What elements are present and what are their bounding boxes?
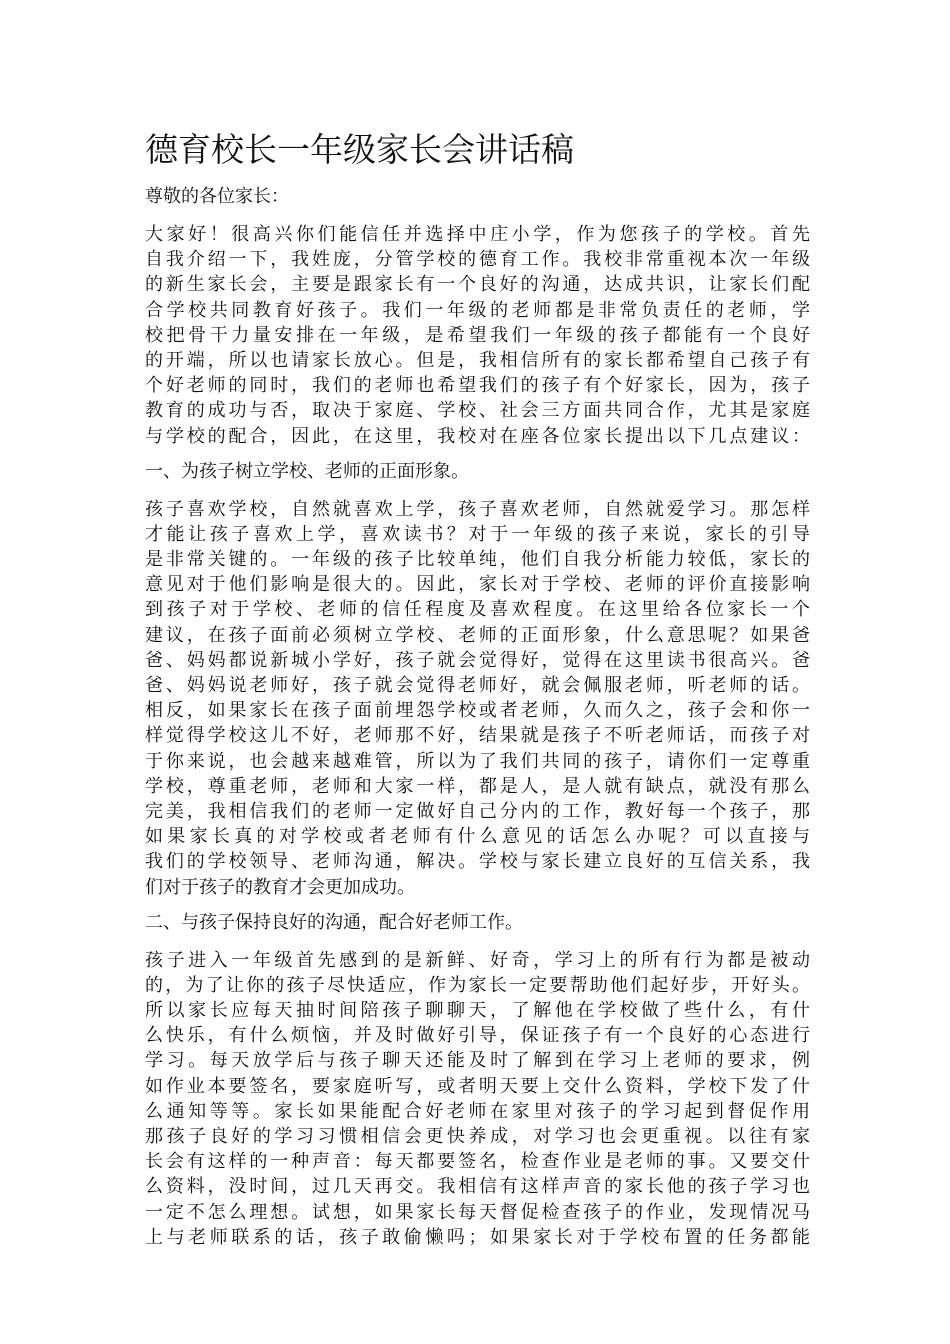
text-line: 我们的学校领导、老师沟通，解决。学校与家长建立良好的互信关系，我 [145,851,810,873]
text-line: 孩子喜欢学校，自然就喜欢上学，孩子喜欢老师，自然就爱学习。那怎样 [145,498,810,520]
text-line: 相反，如果家长在孩子面前埋怨学校或者老师，久而久之，孩子会和你一 [145,700,810,722]
document-body [145,124,810,1260]
text-line: 建议，在孩子面前必须树立学校、老师的正面形象，什么意思呢？如果爸 [145,624,810,646]
section-heading-1: 一、为孩子树立学校、老师的正面形象。 [145,460,469,482]
text-line: 那孩子良好的学习习惯相信会更快养成，对学习也会更重视。以往有家 [145,1126,810,1147]
text-line: 如果家长真的对学校或者老师有什么意见的话怎么办呢？可以直接与 [145,826,810,848]
salutation: 尊敬的各位家长： [145,186,289,207]
text-line: 爸、妈妈说老师好，孩子就会觉得老师好，就会佩服老师，听老师的话。 [145,675,810,696]
document-title: 德育校长一年级家长会讲话稿 [145,130,574,169]
text-line: 个好老师的同时，我们的老师也希望我们的孩子有个好家长，因为，孩子 [145,375,810,397]
text-line: 所以家长应每天抽时间陪孩子聊聊天，了解他在学校做了些什么，有什 [145,1000,810,1022]
text-line: 长会有这样的一种声音：每天都要签名，检查作业是老师的事。又要交什 [145,1151,810,1173]
text-line: 爸、妈妈都说新城小学好，孩子就会觉得好，觉得在这里读书很高兴。爸 [145,649,810,671]
text-line: 的开端，所以也请家长放心。但是，我相信所有的家长都希望自己孩子有 [145,349,810,371]
text-line: 们对于孩子的教育才会更加成功。 [145,876,415,898]
text-line: 是非常关键的。一年级的孩子比较单纯，他们自我分析能力较低，家长的 [145,549,810,571]
text-line: 么资料，没时间，过几天再交。我相信有这样声音的家长他的孩子学习也 [145,1176,810,1198]
text-line: 与学校的配合，因此，在这里，我校对在座各位家长提出以下几点建议： [145,425,810,447]
text-line: 自我介绍一下，我姓庞，分管学校的德育工作。我校非常重视本次一年级 [145,249,810,271]
text-line: 学校，尊重老师，老师和大家一样，都是人，是人就有缺点，就没有那么 [145,775,810,797]
paragraph-section-1 [145,497,810,900]
text-line: 么通知等等。家长如果能配合好老师在家里对孩子的学习起到督促作用 [145,1100,810,1122]
text-line: 完美，我相信我们的老师一定做好自己分内的工作，教好每一个孩子，那 [145,800,810,822]
text-line: 才能让孩子喜欢上学，喜欢读书？对于一年级的孩子来说，家长的引导 [145,523,810,545]
text-line: 上与老师联系的话，孩子敢偷懒吗；如果家长对于学校布置的任务都能 [145,1226,810,1248]
text-line: 孩子进入一年级首先感到的是新鲜、好奇，学习上的所有行为都是被动 [145,949,810,971]
text-line: 一定不怎么理想。试想，如果家长每天督促检查孩子的作业，发现情况马 [145,1201,810,1223]
text-line: 的，为了让你的孩子尽快适应，作为家长一定要帮助他们起好步，开好头。 [145,974,810,996]
text-line: 意见对于他们影响是很大的。因此，家长对于学校、老师的评价直接影响 [145,574,810,596]
paragraph-intro [145,222,810,449]
text-line: 样觉得学校这儿不好，老师那不好，结果就是孩子不听老师话，而孩子对 [145,725,810,747]
text-line: 的新生家长会，主要是跟家长有一个良好的沟通，达成共识，让家长们配 [145,274,810,296]
text-line: 么快乐，有什么烦恼，并及时做好引导，保证孩子有一个良好的心态进行 [145,1025,810,1047]
text-line: 教育的成功与否，取决于家庭、学校、社会三方面共同合作，尤其是家庭 [145,400,810,422]
text-line: 大家好！很高兴你们能信任并选择中庄小学，作为您孩子的学校。首先 [145,224,810,245]
text-line: 学习。每天放学后与孩子聊天还能及时了解到在学习上老师的要求，例 [145,1050,810,1072]
text-line: 到孩子对于学校、老师的信任程度及喜欢程度。在这里给各位家长一个 [145,599,810,621]
text-line: 合学校共同教育好孩子。我们一年级的老师都是非常负责任的老师，学 [145,299,810,321]
text-line: 于你来说，也会越来越难管，所以为了我们共同的孩子，请你们一定尊重 [145,750,810,772]
text-line: 校把骨干力量安排在一年级，是希望我们一年级的孩子都能有一个良好 [145,324,810,346]
section-heading-2: 二、与孩子保持良好的沟通，配合好老师工作。 [145,911,523,933]
text-line: 如作业本要签名，要家庭听写，或者明天要上交什么资料，学校下发了什 [145,1075,810,1097]
paragraph-section-2 [145,948,810,1250]
